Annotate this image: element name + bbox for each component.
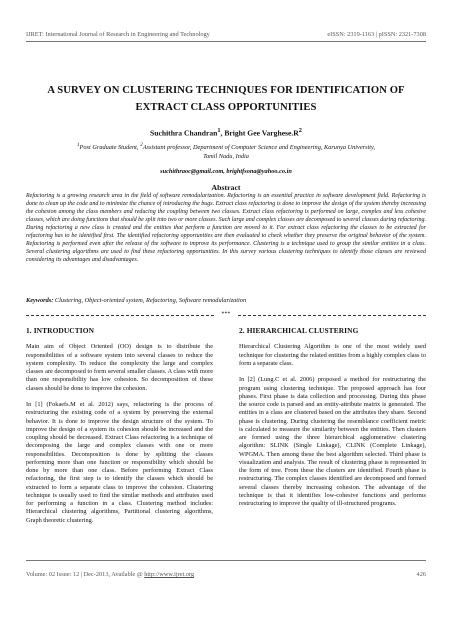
hierarchical-paragraph-2: In [2] (Lung.C et al. 2006) proposed a method for restructuring the program using clustering technique. The proposed approach has four phases. First phase is data collection and processing. During this phase the source code is parsed and an entity-attribute matrix is generated. The entities in a class are clustered based on the attributes they share. Second phase is clustering. During clustering the resemblance coefficient metric is calculated to measure the similarity between the entities. Then clusters are formed using the three hierarchical agglomerative clustering algorithm: SLINK (Single Linkage), CLINK (Complete Linkage), WPGMA. Then among these the best algorithm selected. Third phase is visualization and analysis. The result of clustering phase is represented in the form of tree. From these the clusters are identified. Fourth phase is restructuring. The complex classes identified are decomposed and formed several classes thereby increasing cohesion. The advantage of the technique is that it identifies low-cohesive functions and performs restructuring to improve the quality of ill-structured programs. (239, 376, 426, 507)
author-line (26, 127, 426, 138)
affiliation (60, 141, 392, 161)
affiliation-line-1 (60, 141, 392, 152)
journal-issn: eISSN: 2319-1163 | pISSN: 2321-7308 (327, 31, 426, 38)
author-separator: , (220, 128, 225, 138)
separator-dashes-left (26, 315, 214, 316)
left-column (26, 327, 213, 533)
abstract-body: Refactoring is a growing research area in the field of software remodularization. Refactoring is an essential practice in software development field. Refactoring is done to clean up the code and to minimize the chance of introducing the bugs. Extract class refactoring is done to improve the design of the system thereby increasing the cohesion among the class members and reducing the coupling between two classes. Extract class refactoring is performed on large, complex and less cohesive classes, which are doing functions that should be split into two or more classes. Such large and complex classes are decomposed to several classes during refactoring. During refactoring a new class is created and the entities that perform a function are moved to it. For extract class refactoring the classes to be extracted for refactoring has to be identified first. The identified refactoring opportunities are then evaluated to check whether they preserve the original behavior of the system. Refactoring is performed even after the release of the software to improve its performance. Clustering is a technique used to group the similar entities in a class. Several clustering algorithms are used to find these refactoring opportunities. In this survey various clustering techniques to identify those classes are reviewed considering its advantages and disadvantages. (26, 193, 426, 263)
section-heading-introduction: 1. INTRODUCTION (26, 326, 95, 335)
paper-title (26, 82, 426, 116)
keywords (26, 297, 426, 304)
introduction-paragraph-1: Main aim of Object Oriented (OO) design is to distribute the responsibilities of a software system into several classes to reduce the system complexity. To reduce the complexity the large and complex classes are decomposed to form several smaller classes. A class with more than one responsibility has low cohesion. So decomposition of these classes should be done to improve the cohesion. (26, 343, 213, 392)
keywords-text: Clustering, Object-oriented system, Refactoring, Software remodularization (53, 297, 247, 304)
section-heading-hierarchical-clustering: 2. HIERARCHICAL CLUSTERING (239, 326, 359, 335)
author-1: Suchithra Chandran (150, 128, 218, 138)
keywords-label: Keywords: (26, 297, 54, 304)
footer-url-link[interactable]: http://www.ijret.org (144, 571, 195, 578)
separator-dashes-right (238, 315, 426, 316)
author-emails: suchithraoc@gmail.com, brightfsona@yahoo.co.in (160, 168, 292, 175)
affiliation-mark-2: 2 (140, 142, 143, 148)
affiliation-text-1: Post Graduate Student, (79, 144, 141, 152)
affiliation-line-2: Tamil Nadu, India (203, 153, 249, 161)
affiliation-mark-1: 1 (76, 142, 80, 148)
right-column (239, 327, 426, 517)
author-1-mark: 1 (217, 127, 221, 134)
section-separator (26, 311, 426, 319)
footer-volume: Volume: 02 Issue: 12 | Dec-2013, Available @ (26, 571, 145, 578)
introduction-paragraph-2: In [1] (Fokaefs.M et al. 2012) says, refactoring is the process of restructuring the existing code of a system by preserving the external behavior. It is done to improve the design structure of the system. To improve the design of a system its cohesion should be increased and the coupling should be decreased. Extract Class refactoring is a technique of decomposing the large and complex classes with one or more responsibilities. Decomposition is done by splitting the classes performing more than one function or responsibility which should be done by more than one class. Before performing Extract Class refactoring, the first step is to identify the classes which should be extracted to form a separate class to improve the cohesion. Clustering technique is usually used to find the similar methods and attributes used for performing a function in a class. Clustering method includes: Hierarchical clustering algorithms, Partitional clustering algorithms, Graph theoretic clustering. (26, 401, 213, 524)
abstract-heading: Abstract (211, 183, 241, 192)
page-number: 426 (416, 571, 426, 578)
journal-name: IJRET: International Journal of Research in Engineering and Technology (26, 31, 210, 38)
author-2-mark: 2 (298, 127, 302, 134)
paper-title-line-1: A SURVEY ON CLUSTERING TECHNIQUES FOR IDENTIFICATION OF (47, 85, 405, 96)
footer-rule (26, 560, 426, 561)
paper-title-line-2: EXTRACT CLASS OPPORTUNITIES (135, 102, 317, 113)
journal-header (26, 31, 426, 38)
page-footer (26, 571, 426, 578)
author-2: Bright Gee Varghese.R (224, 128, 299, 138)
affiliation-text-2: Assistant professor, Department of Computer Science and Engineering, Karunya University, (142, 144, 376, 152)
separator-stars: *** (221, 311, 231, 317)
header-rule (26, 41, 426, 42)
hierarchical-paragraph-1: Hierarchical Clustering Algorithm is one of the most widely used technique for clustering the related entities from a highly complex class to form a separate class. (239, 343, 426, 367)
